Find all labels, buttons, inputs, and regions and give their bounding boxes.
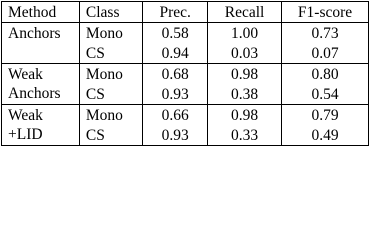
class-cell: Mono bbox=[79, 105, 142, 126]
method-label-line-2: Anchors bbox=[8, 85, 61, 102]
class-cell: CS bbox=[79, 84, 142, 105]
f1-cell: 0.54 bbox=[282, 84, 369, 105]
results-table bbox=[1, 1, 369, 146]
recall-cell: 0.33 bbox=[207, 125, 281, 146]
recall-cell: 0.98 bbox=[207, 64, 281, 85]
results-table-container bbox=[1, 1, 369, 146]
table-header-row bbox=[2, 2, 369, 23]
method-label-line-1: Weak bbox=[8, 66, 43, 83]
method-cell-anchors bbox=[2, 23, 80, 64]
class-cell: CS bbox=[79, 43, 142, 64]
f1-cell: 0.49 bbox=[282, 125, 369, 146]
precision-cell: 0.68 bbox=[143, 64, 208, 85]
recall-cell: 0.98 bbox=[207, 105, 281, 126]
method-label-stack bbox=[8, 65, 73, 103]
header-precision: Prec. bbox=[143, 2, 208, 23]
precision-cell: 0.93 bbox=[143, 84, 208, 105]
method-label: Anchors bbox=[8, 25, 61, 42]
f1-cell: 0.79 bbox=[282, 105, 369, 126]
precision-cell: 0.93 bbox=[143, 125, 208, 146]
class-cell: CS bbox=[79, 125, 142, 146]
header-class: Class bbox=[79, 2, 142, 23]
class-cell: Mono bbox=[79, 64, 142, 85]
precision-cell: 0.94 bbox=[143, 43, 208, 64]
class-cell: Mono bbox=[79, 23, 142, 44]
f1-cell: 0.80 bbox=[282, 64, 369, 85]
recall-cell: 1.00 bbox=[207, 23, 281, 44]
precision-cell: 0.58 bbox=[143, 23, 208, 44]
table-row bbox=[2, 105, 369, 126]
header-recall: Recall bbox=[207, 2, 281, 23]
precision-cell: 0.66 bbox=[143, 105, 208, 126]
method-cell-weak-anchors bbox=[2, 64, 80, 105]
method-label-stack bbox=[8, 106, 73, 144]
f1-cell: 0.07 bbox=[282, 43, 369, 64]
method-cell-weak-lid bbox=[2, 105, 80, 146]
method-label-line-1: Weak bbox=[8, 107, 43, 124]
header-method: Method bbox=[2, 2, 80, 23]
f1-cell: 0.73 bbox=[282, 23, 369, 44]
table-row bbox=[2, 64, 369, 85]
recall-cell: 0.03 bbox=[207, 43, 281, 64]
header-f1-score: F1-score bbox=[282, 2, 369, 23]
method-label-line-2: +LID bbox=[8, 126, 43, 143]
recall-cell: 0.38 bbox=[207, 84, 281, 105]
table-row bbox=[2, 23, 369, 44]
